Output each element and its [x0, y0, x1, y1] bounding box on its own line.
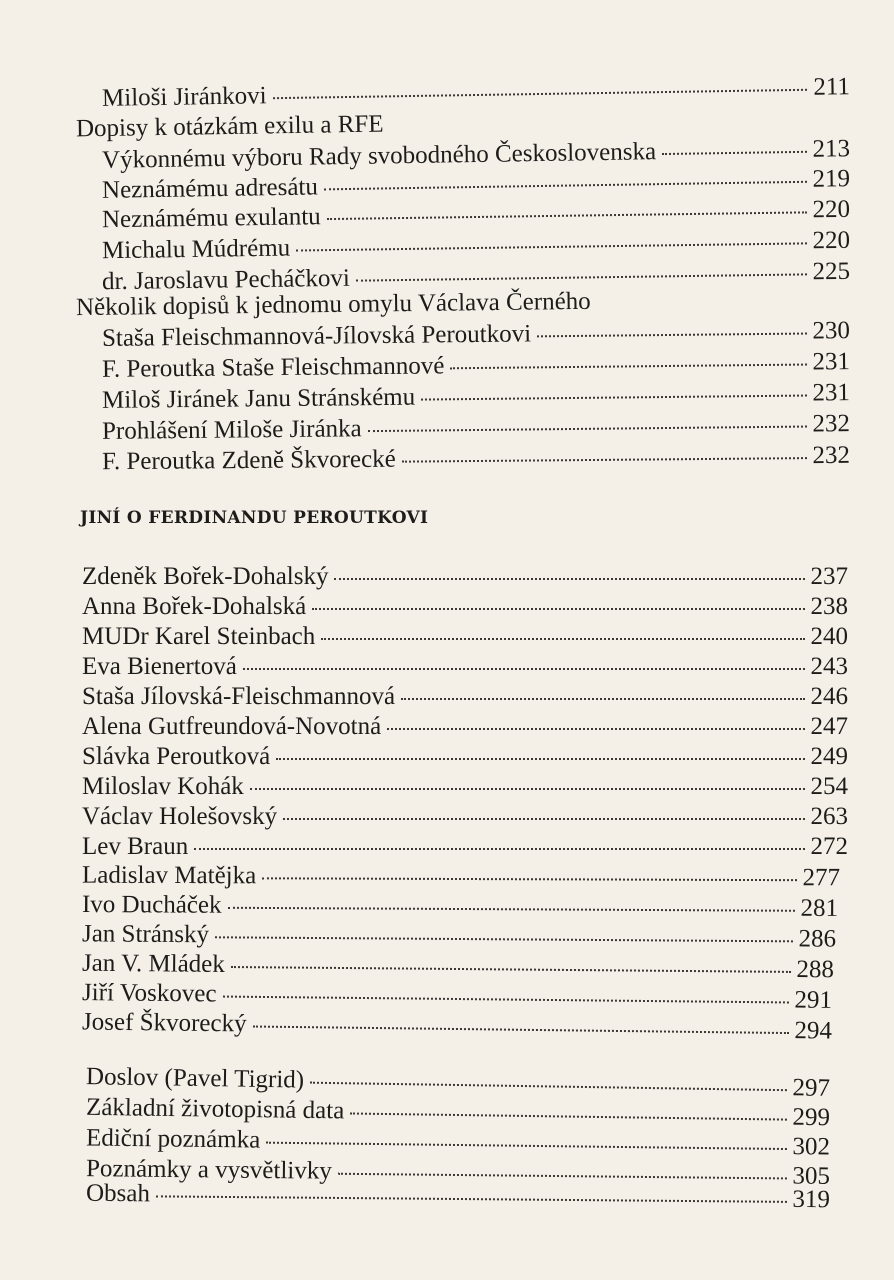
section-title: JINÍ O FERDINANDU PEROUTKOVI	[80, 508, 429, 528]
toc-entry-label: MUDr Karel Steinbach	[82, 623, 316, 650]
toc-entry-label: Miloš Jiránek Janu Stránskému	[101, 383, 416, 414]
toc-subheading: Několik dopisů k jednomu omylu Václava Černého	[75, 287, 591, 322]
toc-entry-page: 319	[792, 1185, 831, 1214]
toc-entry-page: 243	[810, 653, 848, 680]
toc-entry-page: 288	[796, 955, 835, 984]
toc-entry-label: Alena Gutfreundová-Novotná	[82, 713, 382, 740]
leader-dots	[312, 608, 804, 610]
leader-dots	[387, 728, 804, 730]
toc-entry-label: Výkonnému výboru Rady svobodného Československa	[101, 138, 657, 174]
leader-dots	[253, 1026, 789, 1035]
toc-entry-label: Eva Bienertová	[82, 653, 237, 680]
toc-entry-page: 220	[812, 195, 851, 224]
toc-entry-label: F. Peroutka Staše Fleischmannové	[101, 352, 445, 383]
toc-entry-page: 272	[810, 833, 848, 860]
leader-dots	[356, 273, 807, 281]
toc-entry-page: 299	[792, 1103, 831, 1132]
toc-entry-page: 246	[810, 683, 848, 710]
toc-entry	[82, 772, 848, 802]
leader-dots	[421, 395, 806, 401]
toc-entry-page: 231	[812, 379, 851, 407]
toc-entry	[82, 802, 848, 832]
toc-entry-page: 238	[810, 593, 848, 620]
toc-entry-page: 291	[794, 986, 833, 1014]
leader-dots	[231, 966, 791, 973]
leader-dots	[401, 698, 804, 700]
toc-entry-label: Neznámému adresátu	[101, 173, 319, 204]
toc-entry	[82, 861, 840, 894]
toc-entry-label: Josef Škvorecký	[81, 1008, 247, 1038]
toc-entry-page: 237	[810, 563, 848, 590]
leader-dots	[338, 1173, 787, 1180]
leader-dots	[321, 638, 804, 640]
toc-entry-label: Ediční poznámka	[85, 1124, 261, 1154]
toc-entry	[102, 441, 850, 478]
toc-entry-label: Jiří Voskovec	[81, 979, 217, 1008]
leader-dots	[334, 578, 804, 580]
toc-entry-label: Prohlášení Miloše Jiránka	[101, 415, 362, 445]
leader-dots	[662, 151, 806, 155]
toc-entry-page: 232	[812, 410, 851, 438]
leader-dots	[327, 211, 807, 220]
leader-dots	[296, 242, 806, 251]
leader-dots	[324, 181, 807, 191]
leader-dots	[276, 758, 804, 760]
leader-dots	[156, 1195, 787, 1203]
toc-entry-page: 232	[812, 441, 851, 470]
leader-dots	[273, 89, 808, 99]
toc-entry	[82, 890, 838, 924]
toc-entry-page: 277	[802, 864, 841, 892]
toc-entry-page: 286	[798, 925, 837, 953]
leader-dots	[266, 1142, 786, 1150]
toc-entry-page: 247	[810, 713, 848, 740]
toc-entry-label: Lev Braun	[82, 833, 189, 860]
toc-entry	[82, 592, 848, 622]
toc-entry-page: 263	[810, 803, 848, 830]
toc-entry	[82, 832, 848, 862]
toc-entry	[82, 712, 848, 742]
toc-entry-label: Anna Bořek-Dohalská	[82, 593, 307, 620]
toc-entry-label: Miloši Jiránkovi	[101, 82, 267, 112]
leader-dots	[283, 818, 804, 820]
toc-entry-label: Obsah	[85, 1179, 151, 1208]
toc-entry-label: Slávka Peroutková	[82, 743, 271, 770]
leader-dots	[368, 426, 807, 433]
toc-entry-label: Jan Stránský	[81, 920, 210, 949]
toc-entry-page: 302	[792, 1133, 831, 1161]
leader-dots	[194, 848, 804, 850]
toc-entry-label: Miloslav Kohák	[82, 773, 244, 800]
toc-entry-label: Zdeněk Bořek-Dohalský	[82, 563, 329, 590]
toc-entry-label: Neznámému exulantu	[101, 203, 321, 234]
toc-entry-page: 281	[800, 894, 839, 922]
leader-dots	[402, 457, 807, 463]
leader-dots	[215, 936, 792, 942]
toc-entry-label: Doslov (Pavel Tigrid)	[85, 1063, 305, 1094]
toc-entry-label: Staša Fleischmannová-Jílovská Peroutkovi	[101, 320, 532, 352]
toc-entry-label: Poznámky a vysvětlivky	[85, 1155, 332, 1185]
toc-entry-page: 220	[812, 226, 851, 255]
toc-entry-page: 211	[813, 73, 851, 101]
toc-entry	[82, 682, 848, 712]
toc-subheading: Dopisy k otázkám exilu a RFE	[75, 110, 384, 143]
toc-entry-label: Jan V. Mládek	[81, 949, 225, 978]
toc-entry-page: 240	[810, 623, 848, 650]
toc-entry	[82, 652, 848, 682]
toc-entry-page: 249	[810, 743, 848, 770]
leader-dots	[243, 668, 805, 670]
toc-entry-label: Ivo Ducháček	[81, 891, 222, 919]
leader-dots	[222, 996, 788, 1004]
toc-entry	[82, 742, 848, 772]
toc-entry-label: Michalu Múdrému	[101, 234, 291, 265]
toc-entry-page: 254	[810, 773, 848, 800]
leader-dots	[310, 1082, 786, 1091]
leader-dots	[450, 364, 806, 370]
toc-entry-page: 294	[794, 1017, 833, 1045]
toc-entry-label: Václav Holešovský	[82, 803, 278, 830]
toc-entry-page: 297	[792, 1074, 831, 1102]
toc-entry-label: Základní životopisná data	[85, 1093, 345, 1125]
toc-entry	[82, 562, 848, 592]
leader-dots	[537, 333, 806, 338]
toc-entry	[82, 622, 848, 652]
toc-entry-page: 230	[812, 317, 851, 345]
toc-entry-label: Ladislav Matějka	[81, 861, 257, 890]
toc-entry-label: Staša Jílovská-Fleischmannová	[82, 683, 396, 710]
leader-dots	[262, 877, 796, 881]
toc-entry-label: F. Peroutka Zdeně Škvorecké	[101, 445, 396, 476]
toc-entry-page: 231	[812, 348, 851, 376]
toc-entry	[102, 72, 850, 114]
leader-dots	[350, 1112, 786, 1120]
leader-dots	[250, 788, 805, 790]
toc-entry-page: 219	[812, 165, 851, 193]
toc-entry-label: dr. Jaroslavu Pecháčkovi	[101, 264, 351, 296]
leader-dots	[228, 907, 795, 912]
toc-entry-page: 305	[792, 1162, 831, 1190]
toc-entry	[86, 1179, 830, 1215]
toc-entry-page: 225	[812, 257, 851, 286]
toc-entry-page: 213	[812, 135, 851, 163]
